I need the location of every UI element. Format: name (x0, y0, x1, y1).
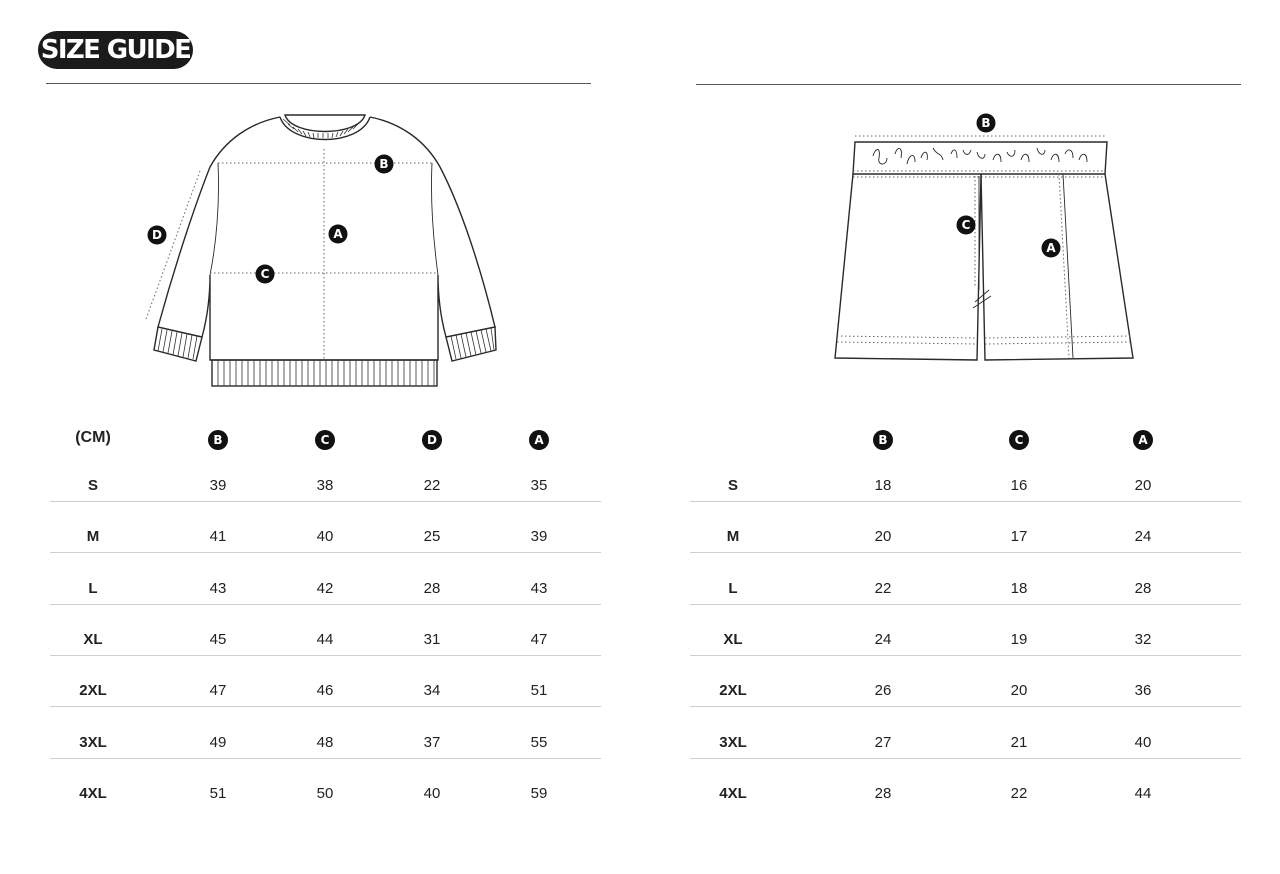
svg-text:B: B (981, 116, 991, 130)
size-label: 3XL (719, 733, 747, 751)
column-b-marker: B (873, 430, 893, 450)
table-row (50, 630, 601, 700)
measurement-cell: 36 (1134, 682, 1152, 700)
table-row (50, 531, 601, 597)
measurement-cell: 16 (1010, 477, 1028, 494)
table-row (50, 733, 601, 802)
measurement-cell: 44 (316, 630, 334, 648)
measurement-cell: 28 (874, 784, 892, 802)
svg-text:A: A (1046, 241, 1056, 255)
measurement-cell: 40 (423, 784, 441, 802)
measurement-cell: 28 (1134, 579, 1152, 597)
measurement-cell: 22 (1010, 784, 1028, 802)
measurement-cell: 22 (874, 579, 892, 597)
table-row (50, 685, 601, 751)
measurement-cell: 39 (209, 477, 227, 494)
measurement-cell: 26 (874, 682, 892, 700)
size-label: M (726, 528, 740, 546)
measurement-cell: 51 (209, 784, 227, 802)
size-label: L (88, 579, 98, 597)
size-label: XL (83, 630, 103, 648)
measurement-cell: 20 (1134, 477, 1152, 494)
svg-text:D: D (152, 228, 162, 242)
svg-text:B: B (379, 157, 389, 171)
measurement-cell: 59 (530, 784, 548, 802)
column-a-marker: A (529, 430, 549, 450)
svg-text:A: A (333, 227, 343, 241)
measurement-cell: 43 (530, 579, 548, 597)
measurement-cell: 41 (209, 528, 227, 546)
size-label: 4XL (79, 784, 107, 802)
table-row (690, 479, 1241, 546)
measurement-cell: 31 (423, 630, 441, 648)
divider-left (46, 83, 591, 84)
measurement-cell: 40 (1134, 733, 1152, 751)
measurement-cell: 21 (1010, 733, 1028, 751)
measurement-cell: 27 (874, 733, 892, 751)
measurement-cell: 22 (423, 477, 441, 494)
measurement-cell: 46 (316, 682, 334, 700)
size-label: 3XL (79, 733, 107, 751)
shorts-marker-c (957, 216, 976, 235)
divider-right (696, 84, 1241, 85)
size-label: S (727, 477, 739, 494)
measurement-cell: 32 (1134, 630, 1152, 648)
measurement-cell: 20 (874, 528, 892, 546)
measurement-cell: 17 (1010, 528, 1028, 546)
column-a-marker: A (1133, 430, 1153, 450)
sweater-diagram (140, 105, 510, 395)
size-label: L (728, 579, 738, 597)
shorts-marker-a (1042, 239, 1061, 258)
measurement-cell: 49 (209, 733, 227, 751)
measurement-cell: 18 (1010, 579, 1028, 597)
table-row (50, 479, 601, 546)
table-row (50, 428, 601, 494)
column-c-marker: C (315, 430, 335, 450)
table-row (690, 579, 1241, 648)
size-label: 4XL (719, 784, 747, 802)
size-label: XL (723, 630, 743, 648)
size-guide-title: SIZE GUIDE (38, 31, 193, 69)
svg-text:C: C (961, 218, 971, 232)
measurement-cell: 55 (530, 733, 548, 751)
table-row (690, 531, 1241, 597)
svg-text:C: C (260, 267, 270, 281)
sweater-marker-c (256, 265, 275, 284)
table-row (50, 579, 601, 648)
measurement-cell: 44 (1134, 784, 1152, 802)
measurement-cell: 25 (423, 528, 441, 546)
size-label: 2XL (719, 682, 747, 700)
unit-label: (CM) (75, 429, 111, 446)
measurement-cell: 48 (316, 733, 334, 751)
column-b-marker: B (208, 430, 228, 450)
measurement-cell: 47 (530, 630, 548, 648)
table-row (690, 630, 1241, 700)
measurement-cell: 38 (316, 477, 334, 494)
measurement-cell: 24 (1134, 528, 1152, 546)
table-row (690, 428, 1241, 494)
column-d-marker: D (422, 430, 442, 450)
size-label: M (86, 528, 100, 546)
measurement-cell: 50 (316, 784, 334, 802)
sweater-marker-a (329, 225, 348, 244)
measurement-cell: 18 (874, 477, 892, 494)
measurement-cell: 24 (874, 630, 892, 648)
sweater-marker-d (148, 226, 167, 245)
measurement-cell: 19 (1010, 630, 1028, 648)
measurement-cell: 39 (530, 528, 548, 546)
measurement-cell: 45 (209, 630, 227, 648)
shorts-diagram (825, 108, 1145, 370)
size-label: S (87, 477, 99, 494)
measurement-cell: 51 (530, 682, 548, 700)
measurement-cell: 20 (1010, 682, 1028, 700)
measurement-cell: 34 (423, 682, 441, 700)
measurement-cell: 37 (423, 733, 441, 751)
size-label: 2XL (79, 682, 107, 700)
measurement-cell: 43 (209, 579, 227, 597)
column-c-marker: C (1009, 430, 1029, 450)
sweater-marker-b (375, 155, 394, 174)
measurement-cell: 42 (316, 579, 334, 597)
table-row (690, 733, 1241, 802)
table-row (690, 685, 1241, 751)
measurement-cell: 47 (209, 682, 227, 700)
shorts-marker-b (977, 114, 996, 133)
measurement-cell: 40 (316, 528, 334, 546)
measurement-cell: 35 (530, 477, 548, 494)
measurement-cell: 28 (423, 579, 441, 597)
